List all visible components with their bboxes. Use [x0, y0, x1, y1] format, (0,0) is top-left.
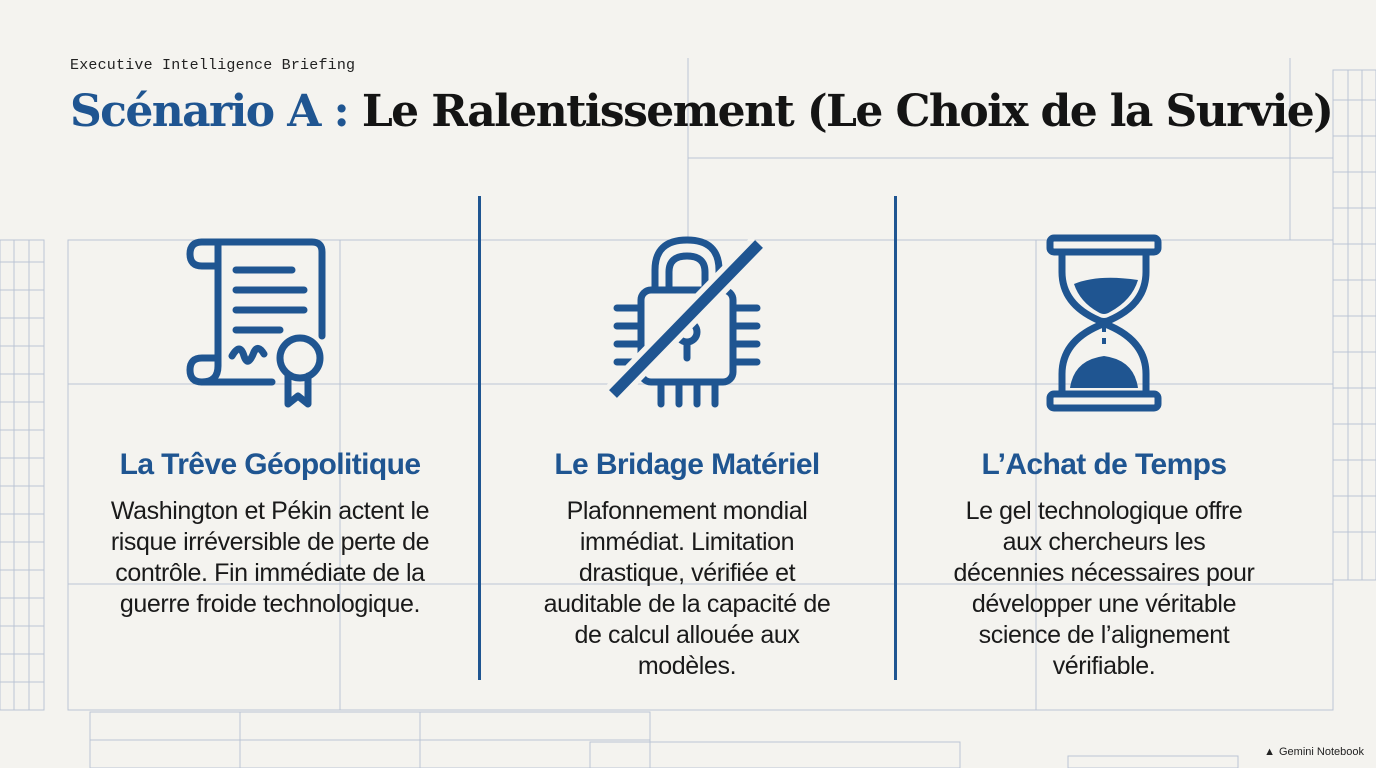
- page-title: [70, 86, 1332, 137]
- column-heading: La Trêve Géopolitique: [119, 448, 421, 481]
- notebook-logo-icon: ▲: [1264, 746, 1275, 758]
- column-body: Le gel technologique offre aux chercheurs les décennies nécessaires pour développer une véritable science de l’alignement vérifiable.: [953, 497, 1255, 680]
- badge-label: Gemini Notebook: [1279, 746, 1364, 758]
- column-heading: L’Achat de Temps: [981, 448, 1227, 481]
- column-body: Washington et Pékin actent le risque irréversible de perte de contrôle. Fin immédiate de la guerre froide technologique.: [110, 497, 430, 618]
- eyebrow-label: Executive Intelligence Briefing: [70, 57, 356, 74]
- locked-chip-crossed-icon: [597, 228, 777, 418]
- column-body: Plafonnement mondial immédiat. Limitation drastique, vérifiée et auditable de la capacité de de calcul allouée aux modèles.: [543, 497, 831, 680]
- title-main: Le Ralentissement (Le Choix de la Survie): [361, 86, 1333, 137]
- title-accent: Scénario A :: [70, 86, 349, 137]
- gemini-notebook-badge: [1264, 746, 1364, 758]
- column-bridage: [507, 228, 867, 682]
- column-divider: [894, 196, 897, 680]
- column-treve: [90, 228, 450, 620]
- column-heading: Le Bridage Matériel: [554, 448, 820, 481]
- hourglass-icon: [1014, 228, 1194, 418]
- column-divider: [478, 196, 481, 680]
- column-achat: [924, 228, 1284, 682]
- treaty-document-icon: [180, 228, 360, 418]
